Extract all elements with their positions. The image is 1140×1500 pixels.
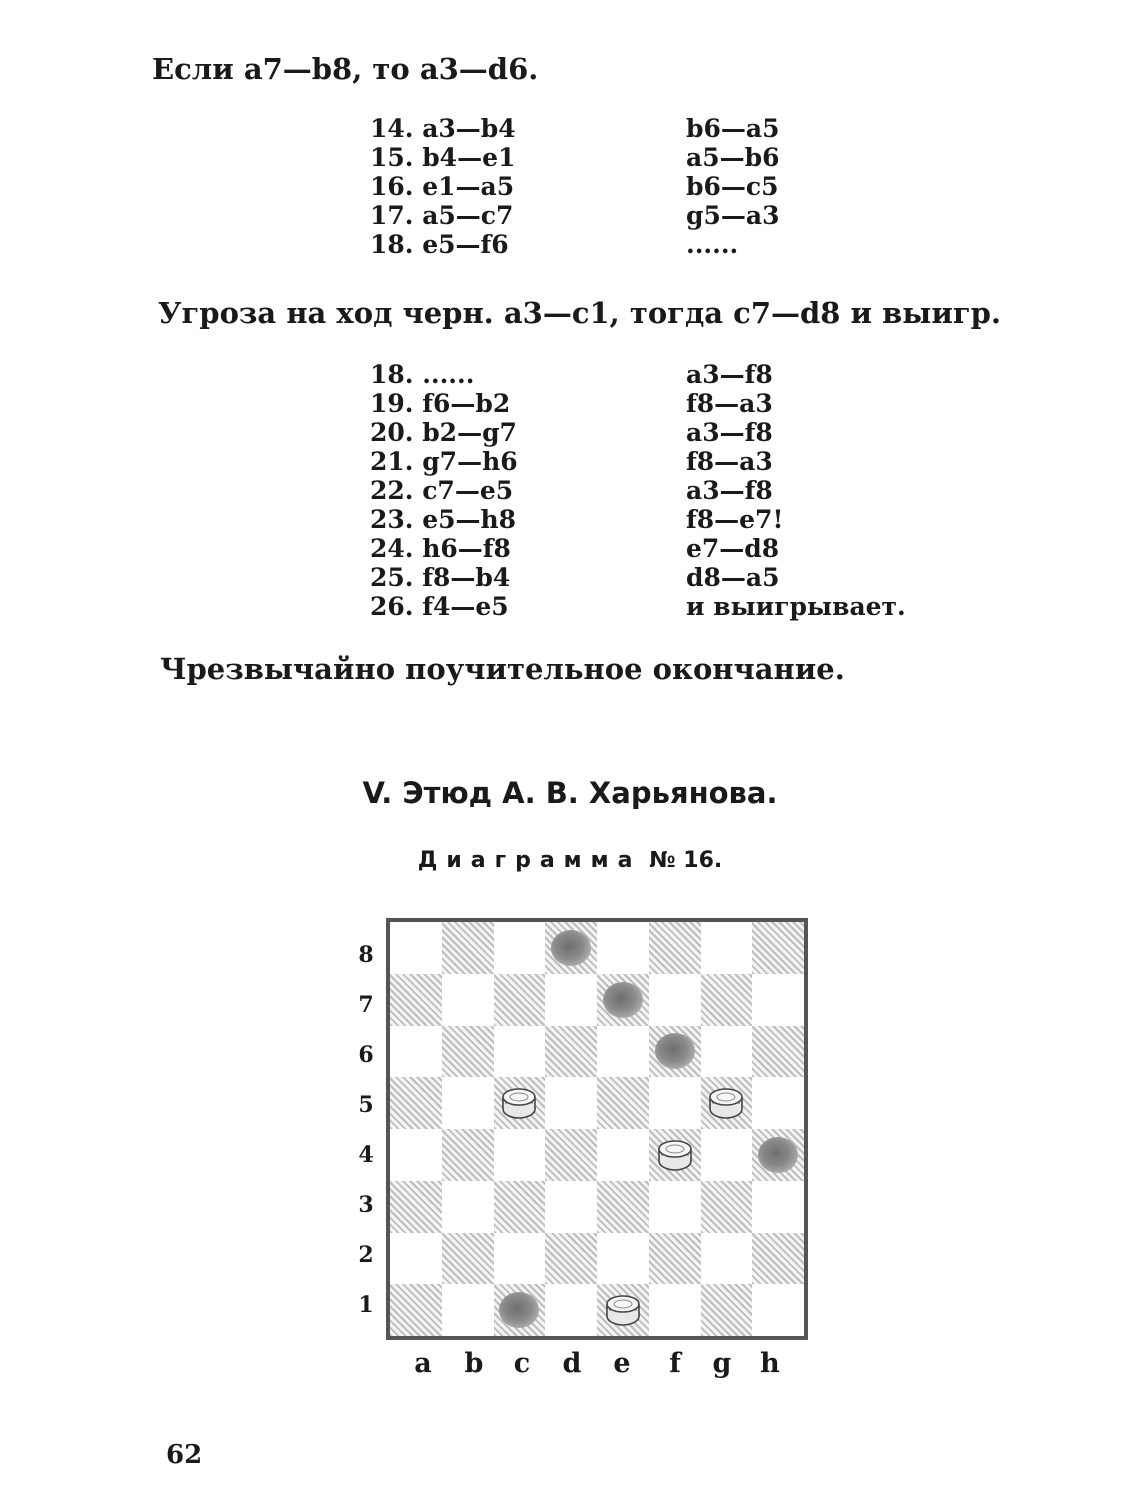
board-square-h3 [752,1181,804,1233]
file-label: c [513,1348,531,1379]
board-square-a1 [390,1284,442,1336]
black-move: d8—a5 [686,563,780,592]
board-square-e4 [597,1129,649,1181]
black-move: a5—b6 [686,143,780,172]
black-move: b6—c5 [686,172,779,201]
file-label: f [669,1348,681,1379]
white-checker-g5 [708,1085,744,1121]
black-move: g5—a3 [686,201,780,230]
page-number: 62 [166,1440,203,1470]
board-square-b2 [442,1233,494,1285]
diagram-caption-number: № 16. [649,848,723,873]
board-square-c4 [494,1129,546,1181]
black-move: f8—a3 [686,389,773,418]
diagram-caption-word: Диаграмма [417,848,642,873]
file-label: e [613,1348,631,1379]
board-square-b8 [442,922,494,974]
white-checker-f4 [657,1137,693,1173]
black-checker-d8 [551,930,591,966]
file-label: h [760,1348,780,1379]
black-move: a3—f8 [686,476,773,505]
black-checker-h4 [758,1137,798,1173]
board-square-a8 [390,922,442,974]
board-square-g1 [701,1284,753,1336]
file-label: g [712,1348,732,1379]
board-square-c6 [494,1026,546,1078]
board-square-h1 [752,1284,804,1336]
white-move: 19. f6—b2 [370,389,511,418]
board-square-a3 [390,1181,442,1233]
white-move: 16. e1—a5 [370,172,515,201]
board-square-d1 [545,1284,597,1336]
board-square-g2 [701,1233,753,1285]
board-square-d7 [545,974,597,1026]
board-square-d6 [545,1026,597,1078]
white-checker-c5 [501,1085,537,1121]
board-square-g7 [701,974,753,1026]
white-move: 18. e5—f6 [370,230,509,259]
file-label: b [464,1348,484,1379]
white-move: 22. c7—e5 [370,476,514,505]
board-square-c7 [494,974,546,1026]
board-square-g4 [701,1129,753,1181]
board-square-e8 [597,922,649,974]
black-move: и выигрывает. [686,592,906,621]
white-move: 18. ...... [370,360,475,389]
board-square-g6 [701,1026,753,1078]
file-label: a [414,1348,432,1379]
black-checker-e7 [603,982,643,1018]
rank-label: 6 [358,1042,374,1068]
black-move: b6—a5 [686,114,780,143]
board-square-b4 [442,1129,494,1181]
diagram-caption [0,848,1140,873]
board-square-g3 [701,1181,753,1233]
black-move: a3—f8 [686,360,773,389]
board-square-a4 [390,1129,442,1181]
white-move: 17. a5—c7 [370,201,514,230]
board-square-b6 [442,1026,494,1078]
board-square-f3 [649,1181,701,1233]
board-square-c3 [494,1181,546,1233]
board-square-h8 [752,922,804,974]
board-square-c2 [494,1233,546,1285]
board-square-d4 [545,1129,597,1181]
black-move: f8—e7! [686,505,784,534]
white-move: 24. h6—f8 [370,534,511,563]
board-square-a5 [390,1077,442,1129]
black-move: ...... [686,230,739,259]
white-move: 21. g7—h6 [370,447,518,476]
white-move: 23. e5—h8 [370,505,517,534]
conclusion-line: Чрезвычайно поучительное окончание. [160,652,845,686]
rank-label: 2 [358,1242,374,1268]
board-square-h7 [752,974,804,1026]
rank-label: 8 [358,942,374,968]
black-move: f8—a3 [686,447,773,476]
board-square-g8 [701,922,753,974]
board-square-d2 [545,1233,597,1285]
file-label: d [562,1348,582,1379]
threat-note: Угроза на ход черн. a3—c1, тогда c7—d8 и выигр. [158,296,1002,330]
board-square-f1 [649,1284,701,1336]
board-square-d3 [545,1181,597,1233]
board-square-b3 [442,1181,494,1233]
white-move: 20. b2—g7 [370,418,517,447]
board-square-a6 [390,1026,442,1078]
rank-label: 4 [358,1142,374,1168]
rank-label: 5 [358,1092,374,1118]
board-square-d5 [545,1077,597,1129]
rank-label: 7 [358,992,374,1018]
section-heading: V. Этюд А. В. Харьянова. [362,776,778,810]
board-square-f5 [649,1077,701,1129]
rank-label: 3 [358,1192,374,1218]
white-move: 15. b4—e1 [370,143,516,172]
board-square-a7 [390,974,442,1026]
board-square-b1 [442,1284,494,1336]
board-square-e6 [597,1026,649,1078]
black-move: e7—d8 [686,534,780,563]
checkers-board [386,918,808,1340]
board-square-b5 [442,1077,494,1129]
board-square-h6 [752,1026,804,1078]
board-square-b7 [442,974,494,1026]
white-checker-e1 [605,1292,641,1328]
board-square-h5 [752,1077,804,1129]
board-square-f2 [649,1233,701,1285]
board-square-c8 [494,922,546,974]
board-square-f8 [649,922,701,974]
board-square-e5 [597,1077,649,1129]
board-square-h2 [752,1233,804,1285]
board-square-e2 [597,1233,649,1285]
white-move: 25. f8—b4 [370,563,511,592]
intro-line: Если a7—b8, то a3—d6. [152,52,539,86]
board-square-a2 [390,1233,442,1285]
rank-label: 1 [358,1292,374,1318]
black-move: a3—f8 [686,418,773,447]
board-square-e3 [597,1181,649,1233]
white-move: 14. a3—b4 [370,114,516,143]
board-square-f7 [649,974,701,1026]
white-move: 26. f4—e5 [370,592,509,621]
black-checker-f6 [655,1033,695,1069]
